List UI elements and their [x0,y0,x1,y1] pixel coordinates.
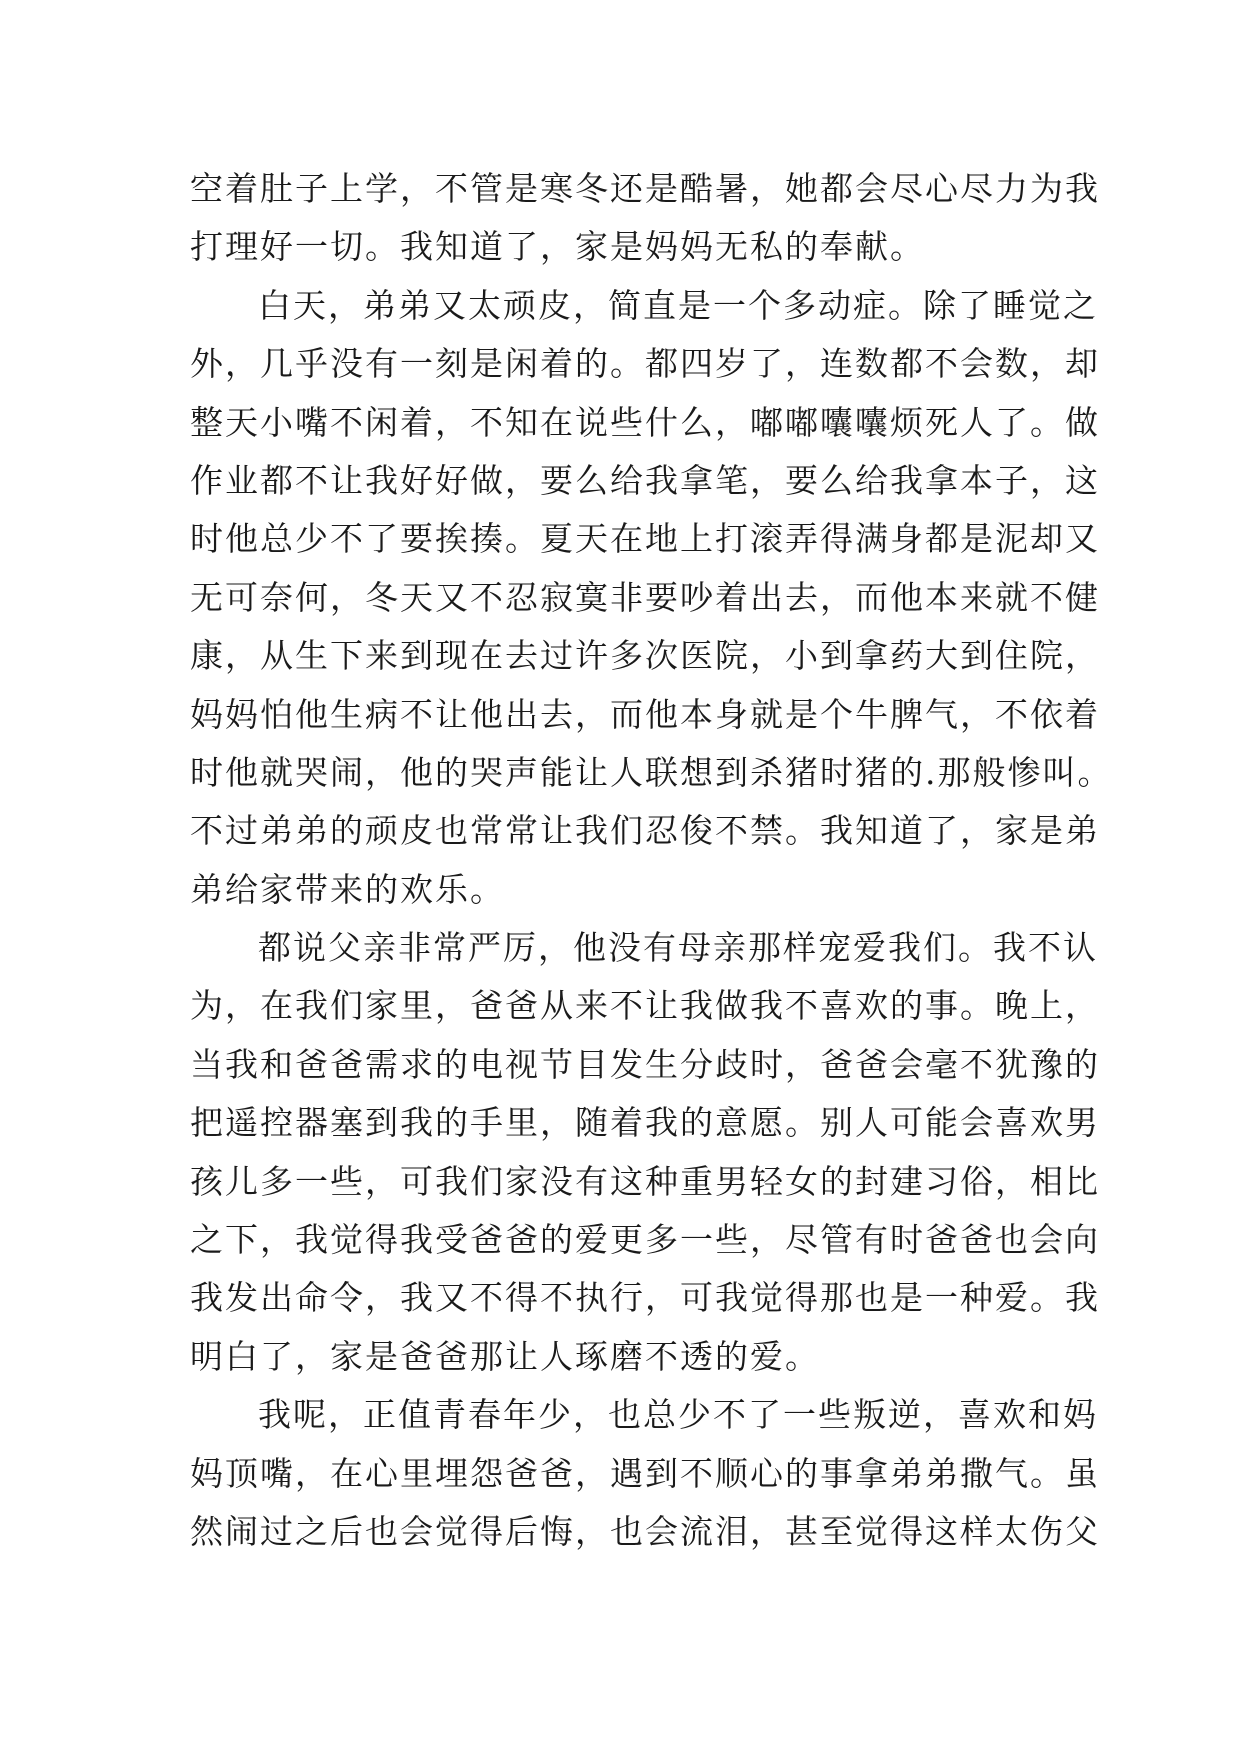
text-line: 弟给家带来的欢乐。 [190,869,505,909]
text-line: 康，从生下来到现在去过许多次医院，小到拿药大到住院， [190,636,1100,676]
text-line: 把遥控器塞到我的手里，随着我的意愿。别人可能会喜欢男 [190,1103,1100,1143]
text-line: 孩儿多一些，可我们家没有这种重男轻女的封建习俗，相比 [190,1161,1100,1201]
text-line: 时他总少不了要挨揍。夏天在地上打滚弄得满身都是泥却又 [190,519,1100,559]
text-line: 之下，我觉得我受爸爸的爱更多一些，尽管有时爸爸也会向 [190,1220,1100,1260]
text-line: 当我和爸爸需求的电视节目发生分歧时，爸爸会毫不犹豫的 [190,1044,1100,1084]
text-line: 为，在我们家里，爸爸从来不让我做我不喜欢的事。晚上， [190,986,1100,1026]
body-text [190,160,1113,1561]
text-line: 我发出命令，我又不得不执行，可我觉得那也是一种爱。我 [190,1278,1100,1318]
text-line: 空着肚子上学，不管是寒冬还是酷暑，她都会尽心尽力为我 [190,169,1100,208]
text-line: 都说父亲非常严厉，他没有母亲那样宠爱我们。我不认 [258,928,1098,968]
text-line: 明白了，家是爸爸那让人琢磨不透的爱。 [190,1336,820,1376]
text-line: 时他就哭闹，他的哭声能让人联想到杀猪时猪的.那般惨叫。 [190,752,1113,792]
text-line: 然闹过之后也会觉得后悔，也会流泪，甚至觉得这样太伤父 [190,1511,1100,1551]
text-line: 无可奈何，冬天又不忍寂寞非要吵着出去，而他本来就不健 [190,577,1100,617]
text-line: 白天，弟弟又太顽皮，简直是一个多动症。除了睡觉之 [258,285,1098,325]
text-line: 我呢，正值青春年少，也总少不了一些叛逆，喜欢和妈 [258,1395,1098,1435]
text-line: 不过弟弟的顽皮也常常让我们忍俊不禁。我知道了，家是弟 [190,811,1100,851]
text-line: 妈妈怕他生病不让他出去，而他本身就是个牛脾气，不依着 [190,694,1100,734]
text-line: 作业都不让我好好做，要么给我拿笔，要么给我拿本子，这 [190,460,1100,500]
text-line: 整天小嘴不闲着，不知在说些什么，嘟嘟囔囔烦死人了。做 [190,402,1100,442]
text-line: 妈顶嘴，在心里埋怨爸爸，遇到不顺心的事拿弟弟撒气。虽 [190,1453,1100,1493]
text-line: 外，几乎没有一刻是闲着的。都四岁了，连数都不会数，却 [190,344,1100,384]
text-line: 打理好一切。我知道了，家是妈妈无私的奉献。 [190,227,925,267]
